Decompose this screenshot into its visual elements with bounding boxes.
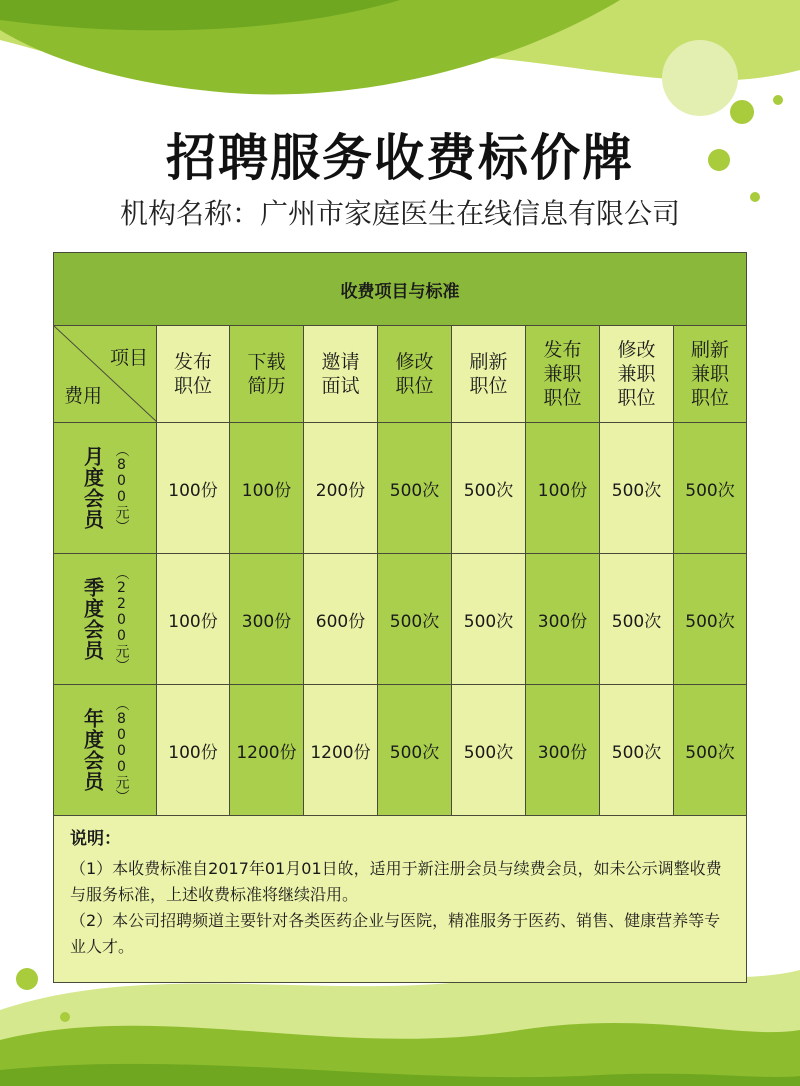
column-header-line: 职位 <box>173 375 212 397</box>
column-header <box>230 326 304 423</box>
table-cell: 300份 <box>230 554 304 685</box>
corner-label-fee: 费用 <box>64 385 103 407</box>
table-cell: 500次 <box>452 423 526 554</box>
notes-title: 说明： <box>70 829 121 849</box>
column-header <box>600 326 674 423</box>
table-cell: 600份 <box>304 554 378 685</box>
table-row <box>54 685 747 816</box>
membership-name: 年度会员 <box>80 708 105 792</box>
note-item: （2）本公司招聘频道主要针对各类医药企业与医院，精准服务于医药、销售、健康营养等专业人才。 <box>70 911 721 956</box>
column-header <box>304 326 378 423</box>
row-header <box>54 423 157 554</box>
column-header <box>452 326 526 423</box>
page-title: 招聘服务收费标价牌 <box>166 129 634 187</box>
table-cell: 300份 <box>526 554 600 685</box>
column-header-line: 面试 <box>321 375 360 397</box>
column-header <box>674 326 747 423</box>
column-header-line: 邀请 <box>321 351 360 373</box>
table-row <box>54 423 747 554</box>
column-header-line: 职位 <box>543 387 582 409</box>
column-header-line: 修改 <box>617 339 656 361</box>
table-cell: 500次 <box>600 554 674 685</box>
membership-price: （800元） <box>113 443 130 533</box>
column-header-line: 兼职 <box>691 363 730 385</box>
table-cell: 100份 <box>157 554 230 685</box>
table-cell: 500次 <box>600 423 674 554</box>
table-cell: 500次 <box>378 685 452 816</box>
table-cell: 1200份 <box>304 685 378 816</box>
column-header-line: 简历 <box>247 375 286 397</box>
column-header-line: 职位 <box>617 387 656 409</box>
notes-section <box>54 816 747 983</box>
table-cell: 500次 <box>674 423 747 554</box>
column-header-line: 刷新 <box>469 351 508 373</box>
corner-cell <box>54 326 157 423</box>
table-cell: 200份 <box>304 423 378 554</box>
table-row <box>54 554 747 685</box>
table-cell: 500次 <box>452 554 526 685</box>
column-header <box>526 326 600 423</box>
table-cell: 500次 <box>452 685 526 816</box>
table-cell: 100份 <box>526 423 600 554</box>
table-cell: 100份 <box>157 423 230 554</box>
table-cell: 500次 <box>674 554 747 685</box>
column-header-line: 修改 <box>395 351 434 373</box>
membership-price: （2200元） <box>113 566 130 672</box>
note-item: （1）本收费标准自2017年01月01日敀，适用于新注册会员与续费会员，如未公示调整收费与服务标准，上述收费标准将继续沿用。 <box>70 859 722 904</box>
corner-label-item: 项目 <box>109 347 148 369</box>
column-header <box>378 326 452 423</box>
column-header-line: 职位 <box>469 375 508 397</box>
table-header: 收费项目与标准 <box>54 253 747 326</box>
column-header-line: 兼职 <box>543 363 582 385</box>
column-header-line: 职位 <box>395 375 434 397</box>
table-cell: 500次 <box>378 423 452 554</box>
table-cell: 500次 <box>378 554 452 685</box>
membership-name: 月度会员 <box>80 446 105 530</box>
column-header-line: 发布 <box>173 351 212 373</box>
column-header-line: 兼职 <box>617 363 656 385</box>
table-cell: 500次 <box>674 685 747 816</box>
table-cell: 100份 <box>230 423 304 554</box>
row-header <box>54 554 157 685</box>
column-header <box>157 326 230 423</box>
column-header-line: 发布 <box>543 339 582 361</box>
table-cell: 500次 <box>600 685 674 816</box>
column-header-line: 刷新 <box>691 339 730 361</box>
column-header-line: 下载 <box>247 351 286 373</box>
table-cell: 300份 <box>526 685 600 816</box>
organization-name: 机构名称：广州市家庭医生在线信息有限公司 <box>119 197 680 230</box>
membership-price: （8000元） <box>113 697 130 803</box>
fee-table <box>53 252 747 983</box>
membership-name: 季度会员 <box>80 577 105 661</box>
table-cell: 100份 <box>157 685 230 816</box>
table-cell: 1200份 <box>230 685 304 816</box>
column-header-line: 职位 <box>691 387 730 409</box>
row-header <box>54 685 157 816</box>
